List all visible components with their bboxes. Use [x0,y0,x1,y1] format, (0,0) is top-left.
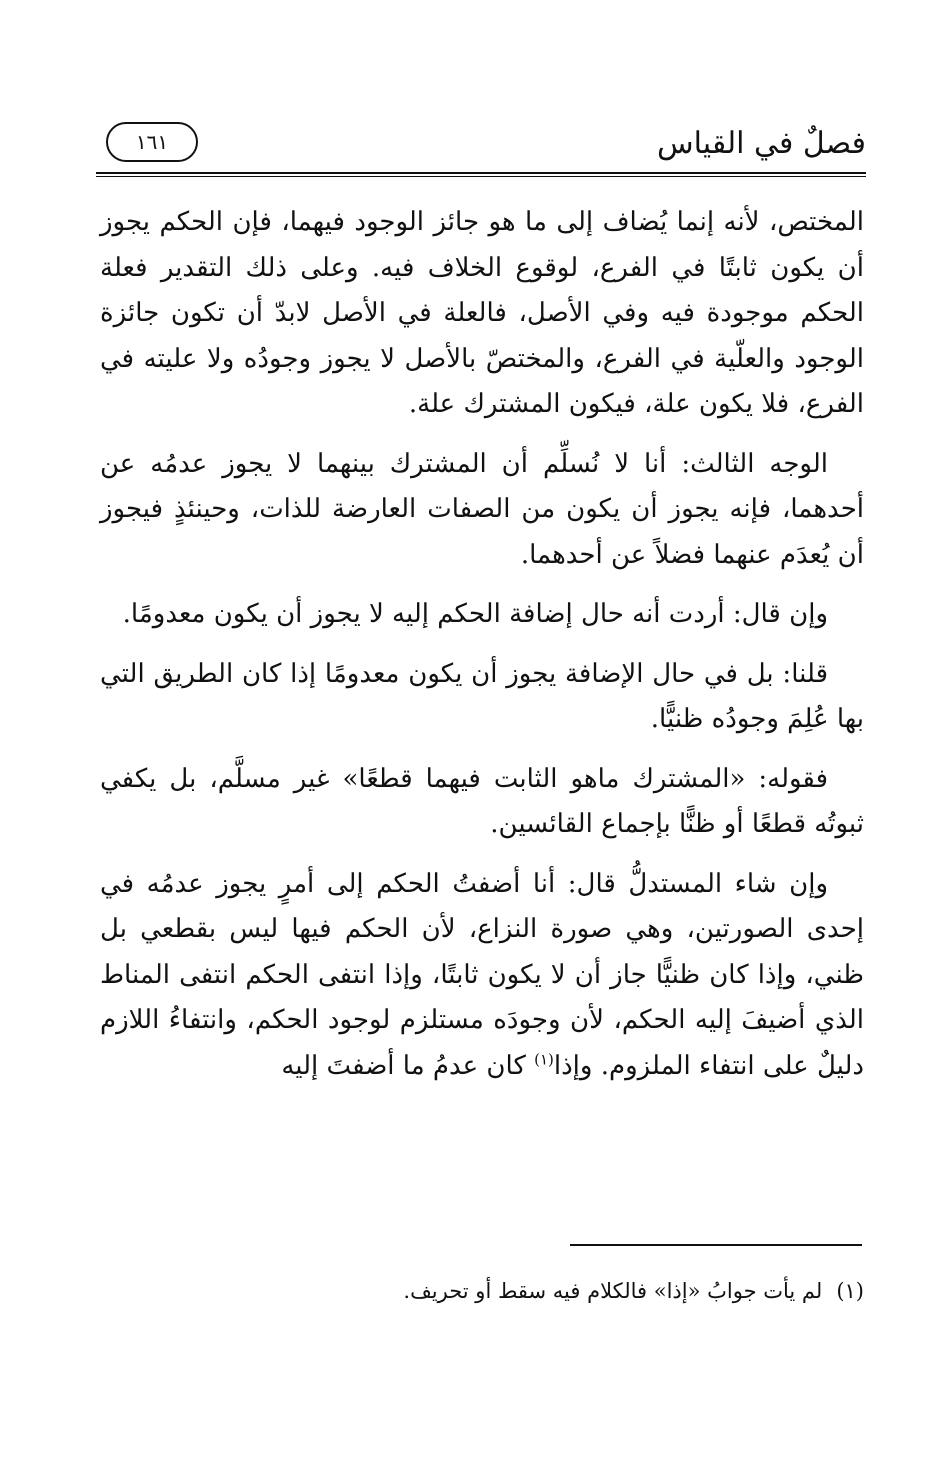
paragraph-3: وإن قال: أردت أنه حال إضافة الحكم إليه لا يجوز أن يكون معدومًا. [122,599,828,629]
paragraph-5: فقوله: «المشترك ماهو الثابت فيهما قطعًا» غير مسلَّم، بل يكفي ثبوتُه قطعًا أو ظنًّا بإجماع القائسين. [100,763,864,839]
paragraph-1: المختص، لأنه إنما يُضاف إلى ما هو جائز الوجود فيهما، فإن الحكم يجوز أن يكون ثابتًا في الفرع، لوقوع الخلاف فيه. وعلى ذلك التقدير فعلة الحكم موجودة فيه وفي الأصل، فالعلة في الأصل لابدّ أن تكون جائزة الوجود والعلّية في الفرع، والمختصّ بالأصل لا يجوز وجودُه ولا عليته في الفرع، فلا يكون علة، فيكون المشترك علة. [100,207,864,419]
running-header [96,118,866,176]
page-number: ١٦١ [135,130,169,154]
paragraph-2: الوجه الثالث: أنا لا نُسلِّم أن المشترك بينهما لا يجوز عدمُه عن أحدهما، فإنه يجوز أن يكون من الصفات العارضة للذات، وحينئذٍ فيجوز أن يُعدَم عنهما فضلاً عن أحدهما. [100,448,864,570]
footnote [100,1276,864,1306]
footnote-text: لم يأت جوابُ «إذا» فالكلام فيه سقط أو تحريف. [403,1279,823,1303]
body-text [100,200,864,1103]
chapter-title: فصلٌ في القياس [657,126,866,161]
header-rule [96,172,866,177]
footnote-separator [570,1244,862,1246]
paragraph-4: قلنا: بل في حال الإضافة يجوز أن يكون معدومًا إذا كان الطريق التي بها عُلِمَ وجودُه ظنيًّا. [100,658,864,734]
page-number-frame [106,122,198,162]
footnote-reference-marker: (١) [534,1049,554,1068]
paragraph-6-text-end: كان عدمُ ما أضفتَ إليه [281,1050,535,1081]
paragraph-6 [100,862,864,1090]
footnote-number: (١) [836,1279,864,1303]
paragraph-6-text-start: وإن شاء المستدلُّ قال: أنا أضفتُ الحكم إلى أمرٍ يجوز عدمُه في إحدى الصورتين، وهي صورة النزاع، لأن الحكم فيها ليس بقطعي بل ظني، وإذا كان ظنيًّا جاز أن لا يكون ثابتًا، وإذا انتفى الحكم انتفى المناط الذي أضيفَ إليه الحكم، لأن وجودَه مستلزم لوجود الحكم، وانتفاءُ اللازم دليلٌ على انتفاء الملزوم. وإذا [100,868,864,1081]
